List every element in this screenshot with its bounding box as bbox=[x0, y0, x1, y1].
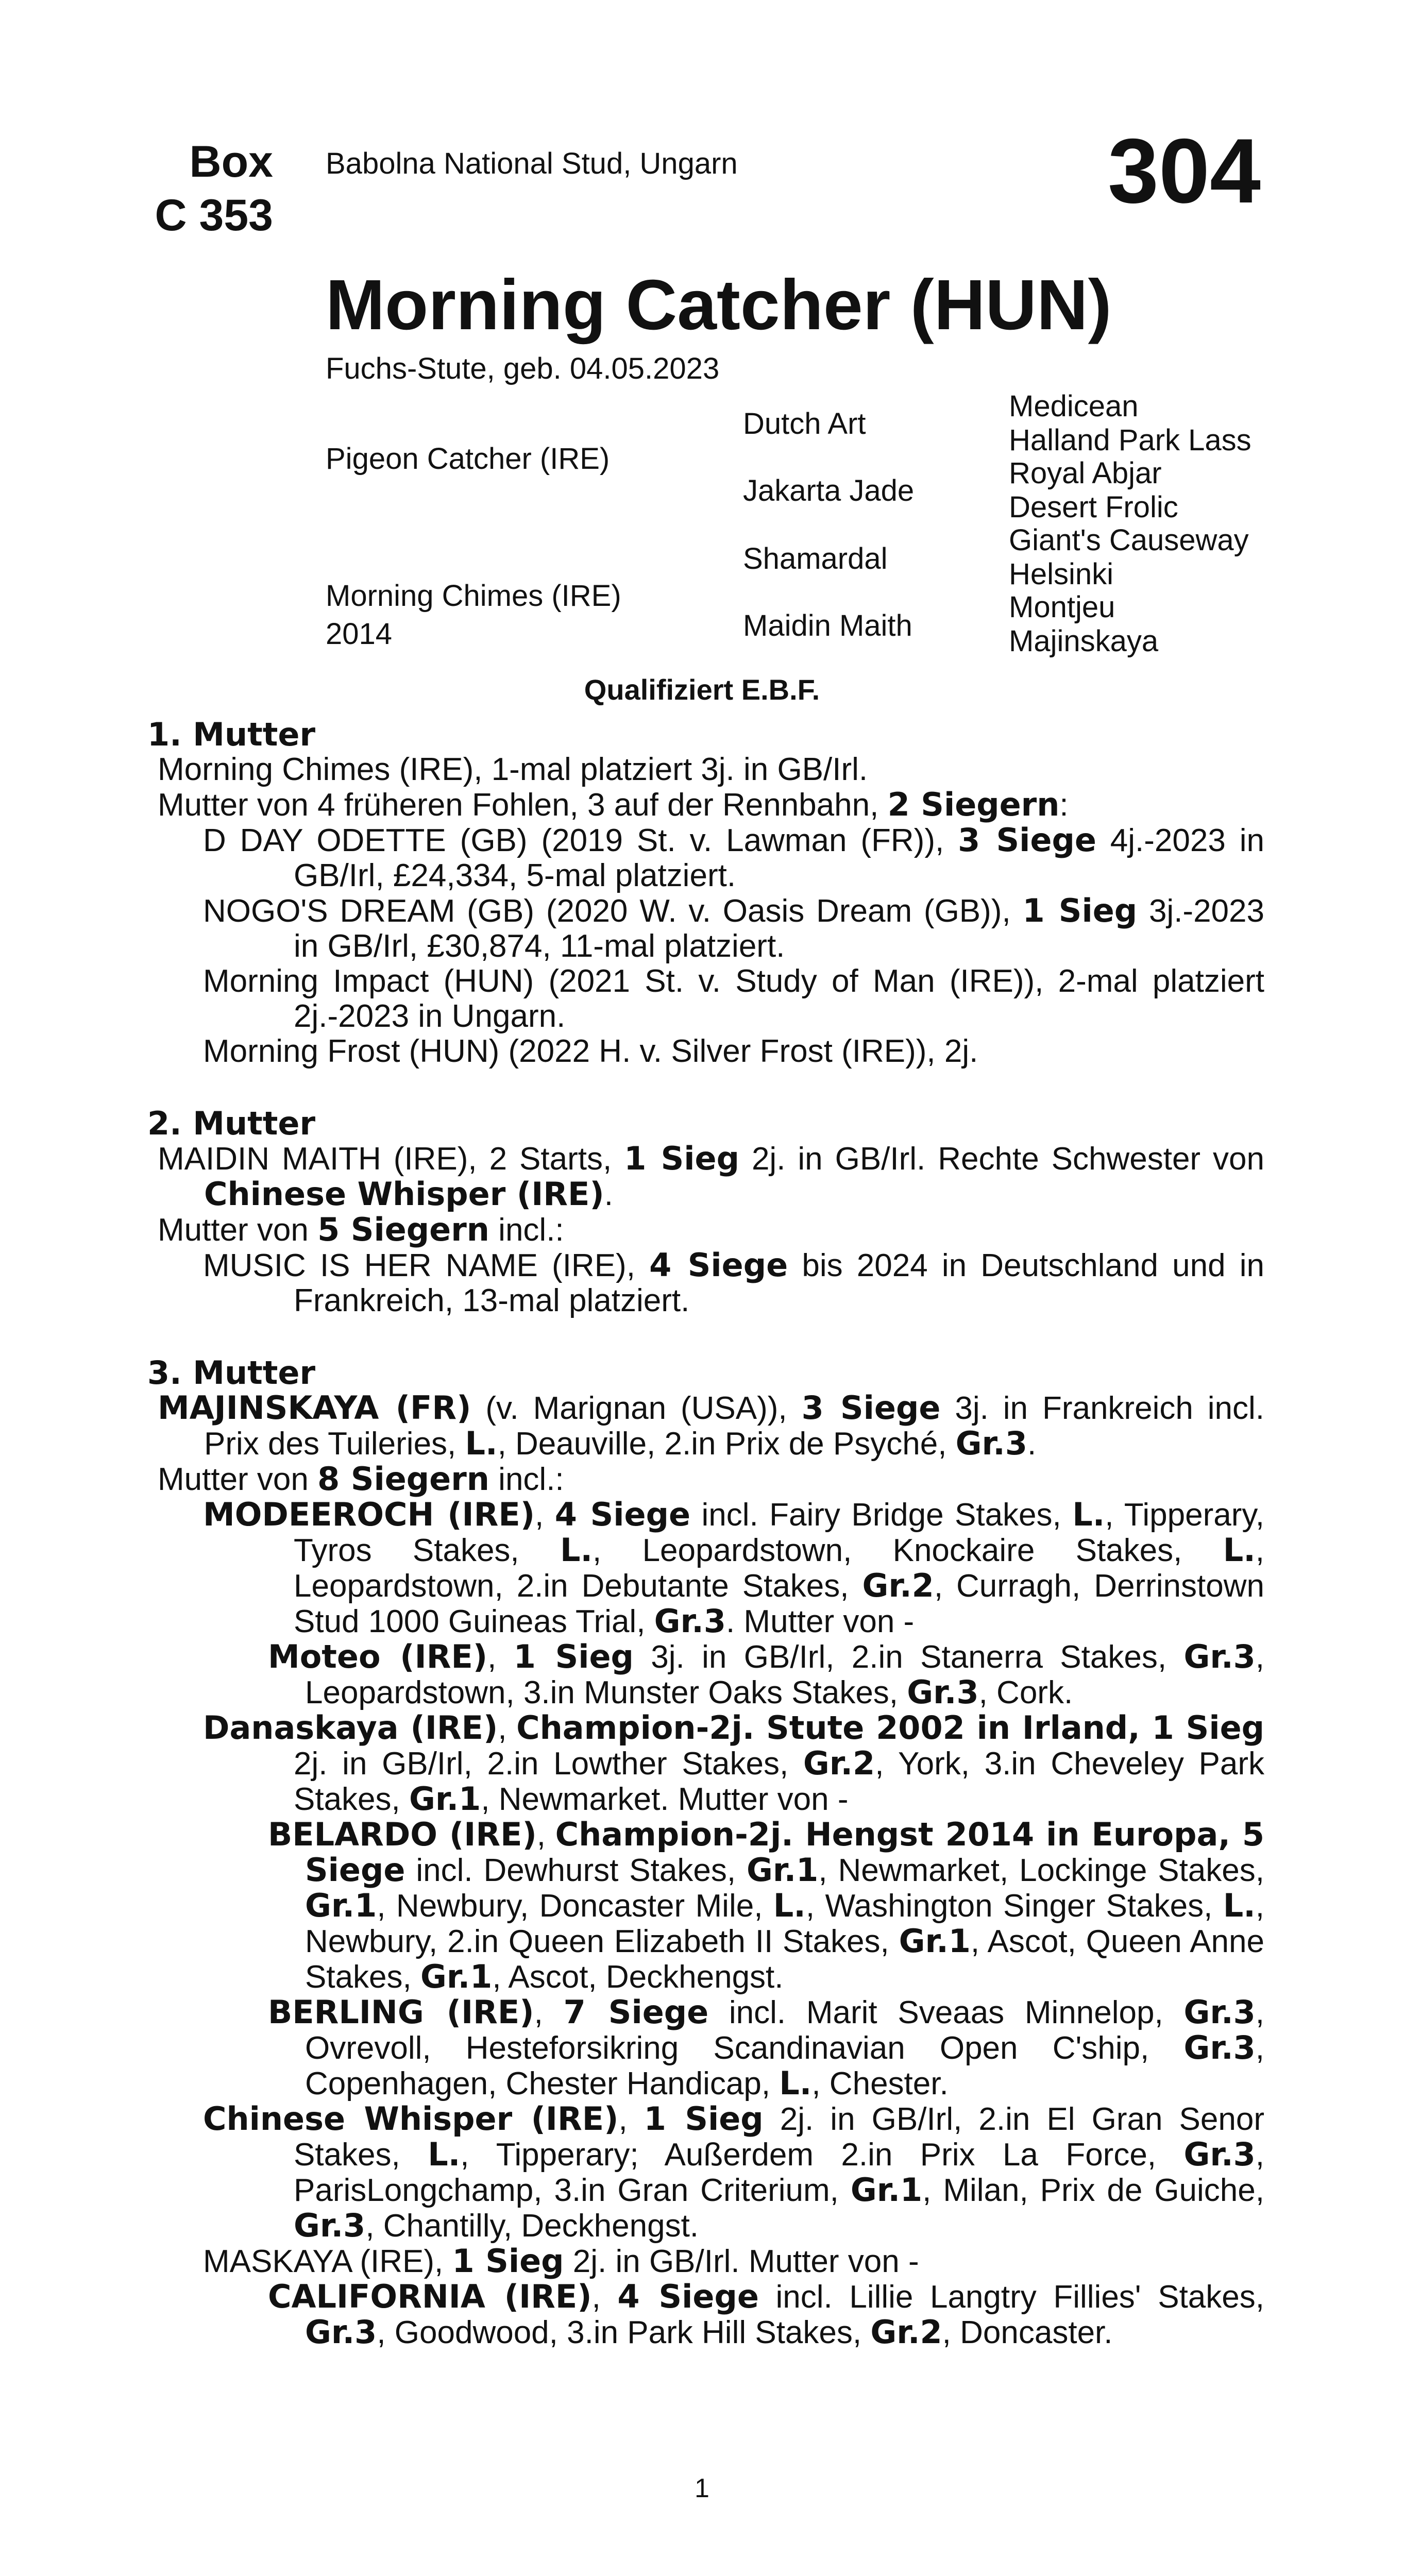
grade: Gr.1 bbox=[746, 1851, 819, 1889]
horse-name: CALIFORNIA (IRE) bbox=[268, 2278, 592, 2315]
pedigree-sire-dam: Jakarta Jade bbox=[743, 474, 915, 507]
text: , York, 3.in Cheveley Park Stakes, bbox=[294, 1746, 1264, 1817]
text: , Curragh, Derrinstown Stud 1000 Guineas Trial, bbox=[294, 1568, 1264, 1639]
wins: 4 Siege bbox=[617, 2278, 759, 2315]
box-label: Box bbox=[189, 137, 273, 187]
text: , Deauville, 2.in Prix de Psyché, bbox=[497, 1426, 956, 1462]
pedigree-ggp: Majinskaya bbox=[1009, 624, 1159, 658]
produce-summary bbox=[147, 787, 1264, 823]
grade: Gr.1 bbox=[850, 2171, 923, 2209]
pedigree-ggp: Royal Abjar bbox=[1009, 456, 1162, 490]
text: bis 2024 in Deutschland und in Frankreich, 13-mal platziert. bbox=[294, 1248, 1264, 1318]
text: , Newmarket, Lockinge Stakes, bbox=[818, 1853, 1264, 1888]
text: , Newmarket. Mutter von - bbox=[481, 1782, 849, 1817]
grade: Gr.1 bbox=[409, 1780, 481, 1818]
text: , Washington Singer Stakes, bbox=[805, 1888, 1223, 1924]
section-title: 1. Mutter bbox=[147, 716, 316, 753]
text: , bbox=[487, 1639, 514, 1675]
grade: L. bbox=[1223, 1887, 1256, 1924]
pedigree-ggp: Helsinki bbox=[1009, 557, 1114, 591]
wins: Champion-2j. Stute 2002 in Irland, 1 Sieg bbox=[516, 1709, 1265, 1747]
horse-name: Moteo (IRE) bbox=[268, 1638, 488, 1675]
text: , ParisLongchamp, 3.in Gran Criterium, bbox=[294, 2137, 1265, 2208]
horse-name: Morning Catcher (HUN) bbox=[326, 265, 1112, 345]
text: Mutter von 4 früheren Fohlen, 3 auf der Rennbahn, bbox=[158, 787, 888, 823]
horse-name: Danaskaya (IRE) bbox=[203, 1709, 498, 1747]
grade: Gr.3 bbox=[1183, 2136, 1256, 2173]
wins: 1 Sieg bbox=[513, 1638, 634, 1675]
box-number: C 353 bbox=[155, 191, 273, 240]
grade: Gr.1 bbox=[899, 1922, 971, 1960]
grade: L. bbox=[779, 2064, 812, 2102]
horse-name: BELARDO (IRE) bbox=[268, 1816, 537, 1853]
text: , Leopardstown, 3.in Munster Oaks Stakes, bbox=[305, 1639, 1264, 1710]
grade: Gr.3 bbox=[1183, 1638, 1256, 1675]
text: , bbox=[535, 1497, 555, 1533]
produce-entry bbox=[147, 1248, 1264, 1318]
text: MASKAYA (IRE), bbox=[203, 2244, 452, 2279]
text: , bbox=[591, 2279, 618, 2315]
wins: 4 Siege bbox=[649, 1246, 788, 1284]
text: , Cork. bbox=[978, 1675, 1073, 1710]
text: , Newbury, 2.in Queen Elizabeth II Stakes, bbox=[305, 1888, 1264, 1959]
produce-entry: Morning Impact (HUN) (2021 St. v. Study of Man (IRE)), 2-mal platziert 2j.-2023 in Ungarn. bbox=[203, 963, 1264, 1034]
text: , Ascot, Queen Anne Stakes, bbox=[305, 1924, 1264, 1995]
horse-name: MODEEROCH (IRE) bbox=[203, 1496, 535, 1533]
grade: L. bbox=[1072, 1496, 1105, 1533]
text: , bbox=[498, 1710, 517, 1746]
text: : bbox=[1059, 787, 1069, 823]
text: 3j. in Frankreich incl. Prix des Tuileries, bbox=[204, 1391, 1265, 1462]
box-location bbox=[139, 135, 273, 242]
text: incl.: bbox=[489, 1212, 564, 1248]
produce-entry bbox=[147, 2102, 1264, 2244]
text: (v. Marignan (USA)), bbox=[471, 1391, 802, 1426]
grade: Gr.3 bbox=[654, 1602, 726, 1640]
produce-entry bbox=[147, 823, 1264, 893]
wins: 1 Sieg bbox=[1022, 892, 1138, 929]
grade: Gr.2 bbox=[862, 1567, 934, 1604]
dam-entry: Morning Chimes (IRE), 1-mal platziert 3j. in GB/Irl. bbox=[158, 752, 868, 787]
text: , bbox=[536, 1817, 555, 1853]
text: . bbox=[1027, 1426, 1037, 1462]
grade: Gr.3 bbox=[305, 2313, 377, 2351]
text: 2j. in GB/Irl, 2.in Lowther Stakes, bbox=[294, 1746, 803, 1782]
text: , Newbury, Doncaster Mile, bbox=[377, 1888, 773, 1924]
section-title: 2. Mutter bbox=[147, 1105, 316, 1142]
text: incl. Dewhurst Stakes, bbox=[405, 1853, 747, 1888]
pedigree-dam-sire: Shamardal bbox=[743, 542, 888, 575]
produce-entry bbox=[147, 1817, 1264, 1995]
text: NOGO'S DREAM (GB) (2020 W. v. Oasis Dream (GB)), bbox=[203, 893, 1023, 929]
produce-summary bbox=[147, 1212, 1264, 1248]
text: 2j. in GB/Irl. Rechte Schwester von bbox=[739, 1141, 1265, 1177]
pedigree-ggp: Halland Park Lass bbox=[1009, 423, 1251, 457]
pedigree-dam: Morning Chimes (IRE) bbox=[326, 579, 621, 613]
grade: Gr.3 bbox=[955, 1425, 1027, 1462]
text: Mutter von bbox=[158, 1462, 318, 1497]
pedigree-dam-dam: Maidin Maith bbox=[743, 609, 912, 642]
grade: L. bbox=[1223, 1531, 1256, 1569]
text: MUSIC IS HER NAME (IRE), bbox=[203, 1248, 650, 1283]
horse-description: Fuchs-Stute, geb. 04.05.2023 bbox=[326, 352, 720, 385]
lot-number: 304 bbox=[1108, 120, 1261, 222]
grade: L. bbox=[428, 2136, 461, 2173]
grade: L. bbox=[465, 1425, 498, 1462]
produce-entry: Morning Frost (HUN) (2022 H. v. Silver Frost (IRE)), 2j. bbox=[203, 1033, 978, 1069]
text: , Tipperary, Tyros Stakes, bbox=[294, 1497, 1264, 1568]
grade: L. bbox=[773, 1887, 806, 1924]
grade: Gr.1 bbox=[420, 1958, 493, 1995]
produce-entry bbox=[147, 893, 1264, 964]
text: 3j.-2023 in GB/Irl, £30,874, 11-mal platziert. bbox=[294, 893, 1265, 964]
grade: Gr.3 bbox=[1183, 2029, 1256, 2066]
produce-entry bbox=[147, 2279, 1264, 2350]
text: , Chester. bbox=[811, 2066, 949, 2102]
horse-name: Chinese Whisper (IRE) bbox=[203, 2100, 619, 2138]
qualification: Qualifiziert E.B.F. bbox=[584, 673, 820, 706]
breeder: Babolna National Stud, Ungarn bbox=[326, 147, 738, 180]
text: 2j. in GB/Irl, 2.in El Gran Senor Stakes, bbox=[294, 2102, 1265, 2173]
wins: 4 Siege bbox=[554, 1496, 691, 1533]
grade: Gr.2 bbox=[803, 1744, 875, 1782]
produce-entry bbox=[147, 2244, 1264, 2279]
produce-entry bbox=[147, 1639, 1264, 1710]
wins: Champion-2j. Hengst 2014 in Europa, 5 Siege bbox=[305, 1816, 1265, 1889]
text: 4j.-2023 in GB/Irl, £24,334, 5-mal platziert. bbox=[294, 823, 1264, 893]
produce-entry bbox=[147, 1995, 1264, 2102]
text: incl. Fairy Bridge Stakes, bbox=[690, 1497, 1073, 1533]
text: , Tipperary; Außerdem 2.in Prix La Force, bbox=[460, 2137, 1184, 2173]
pedigree-ggp: Desert Frolic bbox=[1009, 490, 1178, 524]
winners-count: 2 Siegern bbox=[887, 786, 1060, 823]
text: , Copenhagen, Chester Handicap, bbox=[305, 2030, 1264, 2102]
pedigree-ggp: Montjeu bbox=[1009, 590, 1115, 624]
produce-entry bbox=[147, 1710, 1264, 1817]
wins: 3 Siege bbox=[801, 1389, 941, 1427]
wins: 3 Siege bbox=[958, 821, 1096, 859]
page-number: 1 bbox=[695, 2473, 709, 2503]
text: incl. Lillie Langtry Fillies' Stakes, bbox=[758, 2279, 1264, 2315]
produce-entry bbox=[147, 1497, 1264, 1639]
pedigree-sire: Pigeon Catcher (IRE) bbox=[326, 442, 610, 476]
grade: Gr.3 bbox=[907, 1673, 979, 1711]
horse-link: Chinese Whisper (IRE) bbox=[204, 1175, 604, 1213]
wins: 1 Sieg bbox=[452, 2242, 564, 2280]
text: incl.: bbox=[489, 1462, 564, 1497]
text: , Doncaster. bbox=[942, 2315, 1113, 2350]
dam-entry bbox=[147, 1391, 1264, 1462]
text: . bbox=[604, 1177, 613, 1212]
grade: Gr.2 bbox=[870, 2313, 942, 2351]
text: D DAY ODETTE (GB) (2019 St. v. Lawman (FR)), bbox=[203, 823, 958, 858]
section-title: 3. Mutter bbox=[147, 1354, 316, 1392]
grade: L. bbox=[560, 1531, 593, 1569]
dam-entry bbox=[147, 1141, 1264, 1212]
winners-count: 5 Siegern bbox=[317, 1211, 489, 1248]
text: , bbox=[534, 1995, 564, 2030]
horse-name: MAJINSKAYA (FR) bbox=[158, 1389, 471, 1427]
text: , Ovrevoll, Hesteforsikring Scandinavian Open C'ship, bbox=[305, 1995, 1264, 2066]
winners-count: 8 Siegern bbox=[317, 1460, 489, 1498]
pedigree-ggp: Giant's Causeway bbox=[1009, 523, 1249, 557]
text: 3j. in GB/Irl, 2.in Stanerra Stakes, bbox=[633, 1639, 1184, 1675]
wins: 1 Sieg bbox=[624, 1140, 739, 1177]
horse-name: BERLING (IRE) bbox=[268, 1993, 534, 2031]
text: , Goodwood, 3.in Park Hill Stakes, bbox=[377, 2315, 871, 2350]
text: , Leopardstown, 2.in Debutante Stakes, bbox=[294, 1533, 1264, 1604]
text: , Milan, Prix de Guiche, bbox=[922, 2173, 1264, 2208]
text: , bbox=[618, 2102, 644, 2137]
produce-summary bbox=[147, 1462, 1264, 1497]
wins: 7 Siege bbox=[563, 1993, 709, 2031]
text: MAIDIN MAITH (IRE), 2 Starts, bbox=[158, 1141, 624, 1177]
grade: Gr.1 bbox=[305, 1887, 377, 1924]
pedigree-sire-sire: Dutch Art bbox=[743, 407, 866, 440]
grade: Gr.3 bbox=[294, 2207, 366, 2244]
text: , Leopardstown, Knockaire Stakes, bbox=[593, 1533, 1223, 1568]
text: , Chantilly, Deckhengst. bbox=[365, 2208, 699, 2244]
text: 2j. in GB/Irl. Mutter von - bbox=[564, 2244, 919, 2279]
grade: Gr.3 bbox=[1183, 1993, 1256, 2031]
text: , Ascot, Deckhengst. bbox=[492, 1959, 784, 1995]
wins: 1 Sieg bbox=[644, 2100, 764, 2138]
pedigree-ggp: Medicean bbox=[1009, 389, 1139, 423]
dam-line-content bbox=[147, 717, 1264, 2350]
text: Mutter von bbox=[158, 1212, 318, 1248]
text: incl. Marit Sveaas Minnelop, bbox=[708, 1995, 1184, 2030]
pedigree-dam-year: 2014 bbox=[326, 617, 393, 651]
text: . Mutter von - bbox=[725, 1604, 915, 1639]
